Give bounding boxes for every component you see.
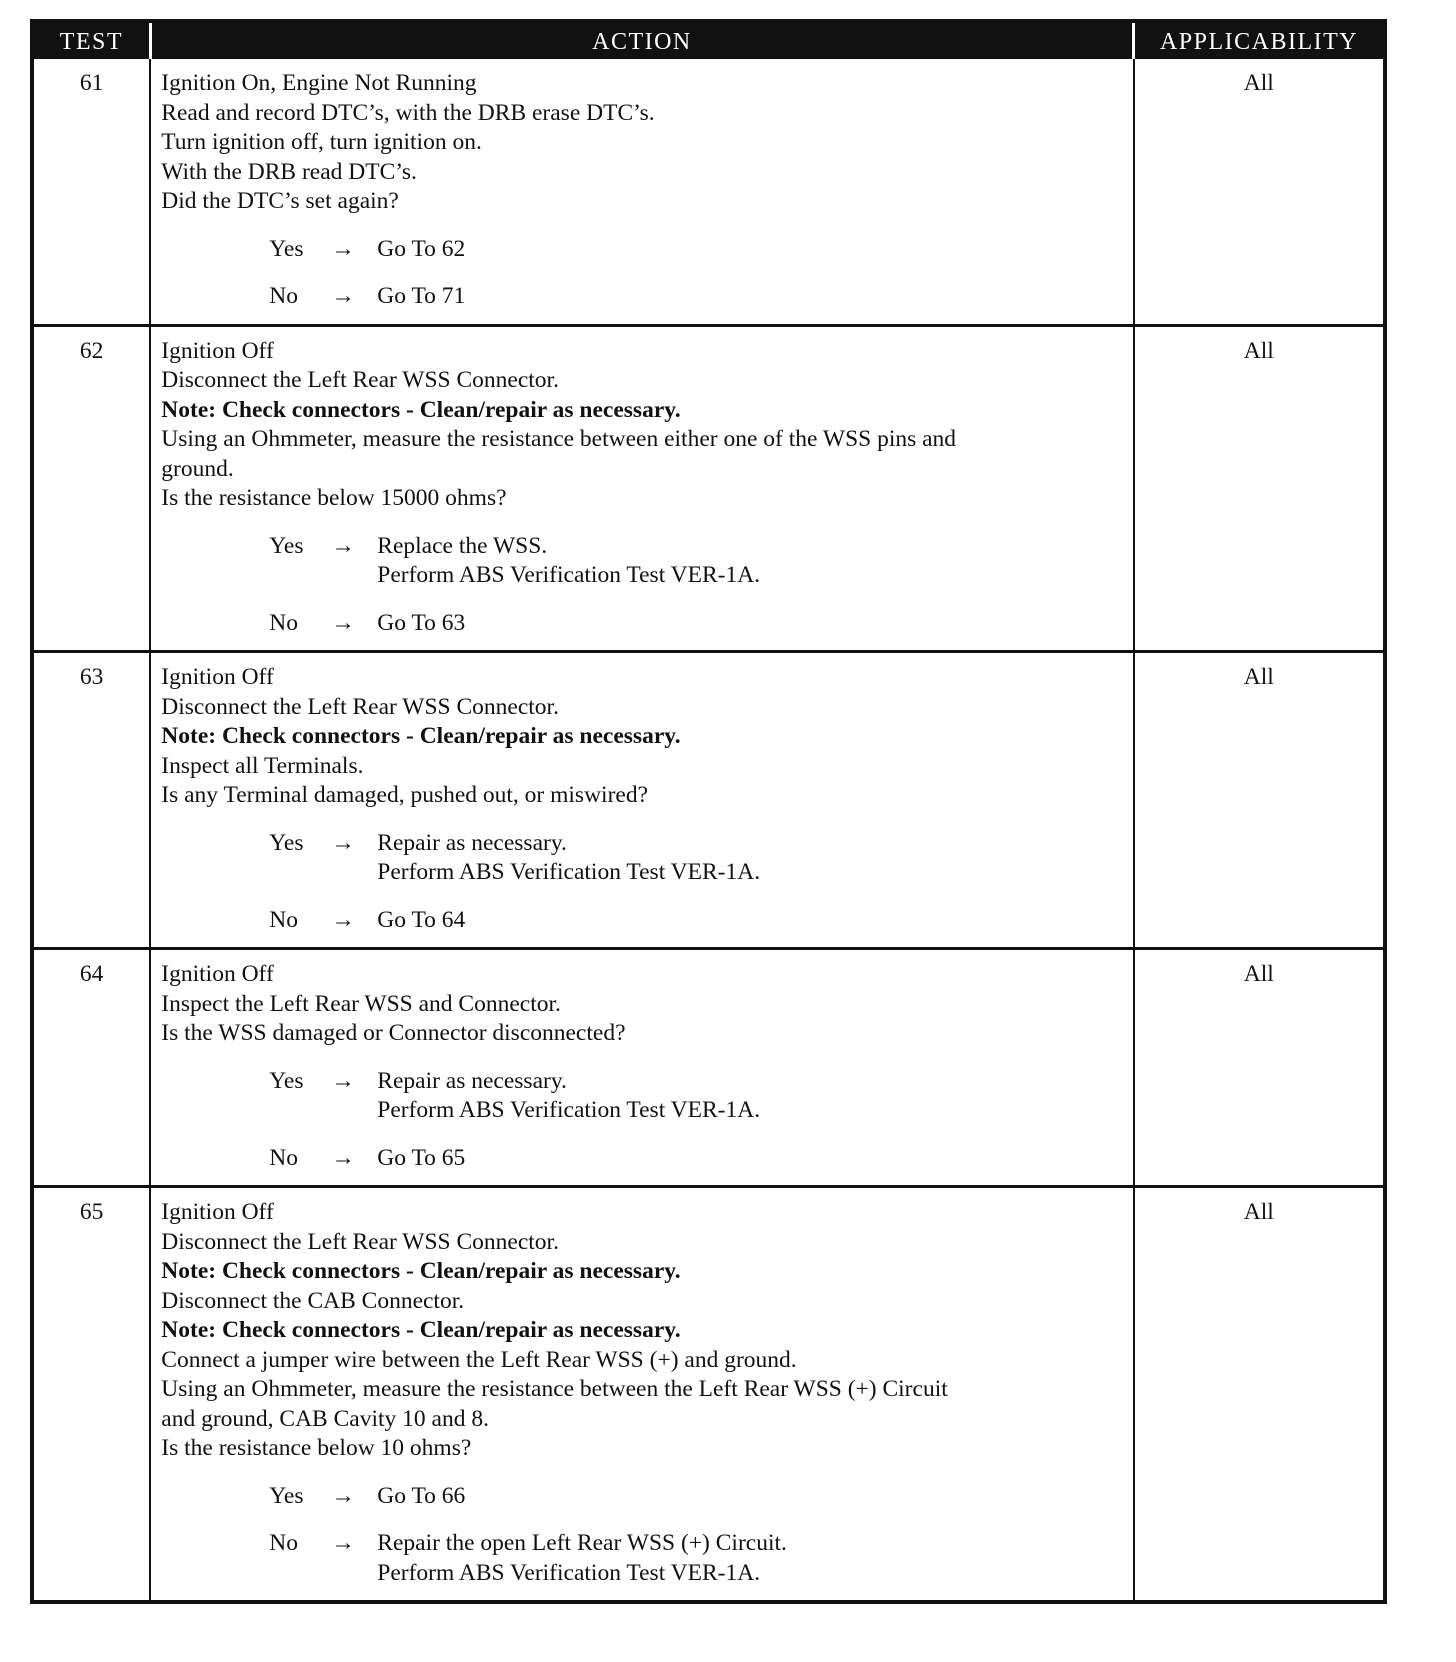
note-line: Note: Check connectors - Clean/repair as necessary. — [161, 1317, 681, 1343]
applicability-value: All — [1134, 325, 1385, 652]
action-line: Disconnect the Left Rear WSS Connector. — [161, 367, 559, 393]
result-line: Repair as necessary. — [377, 829, 567, 856]
action-line: Inspect all Terminals. — [161, 752, 364, 779]
applicability-value: All — [1134, 949, 1385, 1187]
outcome-answer: No — [269, 906, 299, 933]
outcome-result — [377, 282, 1126, 312]
action-line: Using an Ohmmeter, measure the resistance between the Left Rear WSS (+) Circuit — [161, 1376, 948, 1402]
applicability-value: All — [1134, 1187, 1385, 1603]
action-line: Ignition Off — [161, 337, 274, 364]
outcome-no — [269, 282, 1126, 312]
note-line: Note: Check connectors - Clean/repair as necessary. — [161, 723, 681, 749]
diagnostic-test-table — [30, 19, 1387, 1604]
result-line: Go To 71 — [377, 283, 466, 309]
table-row — [32, 652, 1385, 949]
arrow-right-icon: → — [331, 1530, 355, 1556]
note-line: Note: Check connectors - Clean/repair as necessary. — [161, 1258, 681, 1284]
outcome-answer: Yes — [269, 1067, 304, 1094]
outcome-yes — [269, 235, 1126, 265]
table-body — [32, 59, 1385, 1602]
action-line: Read and record DTC’s, with the DRB erase DTC’s. — [161, 99, 655, 126]
action-cell — [150, 325, 1133, 652]
outcome-result — [377, 235, 1126, 265]
outcome-answer: Yes — [269, 532, 304, 559]
outcome-result — [377, 1482, 1126, 1512]
action-line: Using an Ohmmeter, measure the resistance between either one of the WSS pins and — [161, 426, 957, 452]
outcome-answer: Yes — [269, 235, 304, 262]
table-header — [32, 21, 1385, 59]
result-line: Go To 63 — [377, 609, 466, 636]
action-cell — [150, 652, 1133, 949]
outcome-no — [269, 609, 1126, 639]
action-cell — [150, 1187, 1133, 1603]
header-applicability: APPLICABILITY — [1134, 21, 1385, 59]
diagnostic-procedure-page — [30, 19, 1387, 1604]
action-line: With the DRB read DTC’s. — [161, 158, 417, 185]
arrow-right-icon: → — [331, 283, 355, 309]
table-row — [32, 59, 1385, 325]
note-line: Note: Check connectors - Clean/repair as necessary. — [161, 396, 681, 423]
applicability-value: All — [1134, 59, 1385, 325]
action-line: and ground, CAB Cavity 10 and 8. — [161, 1405, 489, 1432]
result-line: Perform ABS Verification Test VER-1A. — [377, 562, 761, 588]
action-line: Did the DTC’s set again? — [161, 188, 399, 214]
action-line: Is the resistance below 10 ohms? — [161, 1435, 472, 1461]
test-number: 65 — [32, 1187, 150, 1603]
table-row — [32, 325, 1385, 652]
outcome-result — [377, 1529, 1126, 1588]
result-line: Perform ABS Verification Test VER-1A. — [377, 1559, 761, 1586]
action-line: Ignition Off — [161, 961, 274, 987]
result-line: Go To 64 — [377, 906, 466, 933]
action-line: Is the WSS damaged or Connector disconnected? — [161, 1020, 626, 1046]
outcome-answer: No — [269, 1530, 299, 1556]
outcome-result — [377, 829, 1126, 888]
header-action: ACTION — [150, 21, 1133, 59]
action-line: Disconnect the Left Rear WSS Connector. — [161, 693, 559, 720]
action-line: Ignition Off — [161, 1199, 274, 1225]
outcome-yes — [269, 1067, 1126, 1126]
table-row — [32, 1187, 1385, 1603]
action-line: Disconnect the Left Rear WSS Connector. — [161, 1228, 559, 1255]
table-row — [32, 949, 1385, 1187]
action-line: Disconnect the CAB Connector. — [161, 1287, 465, 1314]
action-line: Turn ignition off, turn ignition on. — [161, 129, 482, 155]
outcome-answer: Yes — [269, 1482, 304, 1509]
action-line: Ignition On, Engine Not Running — [161, 70, 477, 96]
result-line: Repair the open Left Rear WSS (+) Circuit. — [377, 1530, 787, 1556]
outcome-no — [269, 906, 1126, 936]
arrow-right-icon: → — [331, 1144, 355, 1171]
action-line: Ignition Off — [161, 664, 274, 690]
outcome-result — [377, 906, 1126, 936]
arrow-right-icon: → — [331, 235, 355, 262]
arrow-right-icon: → — [331, 1482, 355, 1509]
header-test: TEST — [32, 21, 150, 59]
arrow-right-icon: → — [331, 829, 355, 856]
applicability-value: All — [1134, 652, 1385, 949]
arrow-right-icon: → — [331, 609, 355, 636]
outcome-no — [269, 1144, 1126, 1174]
action-line: Inspect the Left Rear WSS and Connector. — [161, 990, 561, 1017]
outcome-no — [269, 1529, 1126, 1588]
result-line: Repair as necessary. — [377, 1067, 567, 1094]
outcome-result — [377, 1144, 1126, 1174]
test-number: 64 — [32, 949, 150, 1187]
outcome-result — [377, 1067, 1126, 1126]
action-line: Connect a jumper wire between the Left Rear WSS (+) and ground. — [161, 1346, 797, 1373]
action-line: Is any Terminal damaged, pushed out, or miswired? — [161, 782, 649, 808]
outcome-yes — [269, 532, 1126, 591]
result-line: Perform ABS Verification Test VER-1A. — [377, 859, 761, 885]
action-line: ground. — [161, 455, 234, 482]
outcome-answer: No — [269, 283, 299, 309]
test-number: 63 — [32, 652, 150, 949]
result-line: Replace the WSS. — [377, 532, 548, 559]
outcome-result — [377, 532, 1126, 591]
arrow-right-icon: → — [331, 532, 355, 559]
result-line: Go To 62 — [377, 235, 466, 262]
outcome-answer: No — [269, 1144, 299, 1171]
result-line: Perform ABS Verification Test VER-1A. — [377, 1097, 761, 1123]
outcome-yes — [269, 1482, 1126, 1512]
test-number: 62 — [32, 325, 150, 652]
action-line: Is the resistance below 15000 ohms? — [161, 485, 507, 511]
outcome-answer: Yes — [269, 829, 304, 856]
outcome-result — [377, 609, 1126, 639]
arrow-right-icon: → — [331, 1067, 355, 1094]
result-line: Go To 65 — [377, 1144, 466, 1171]
arrow-right-icon: → — [331, 906, 355, 933]
outcome-yes — [269, 829, 1126, 888]
test-number: 61 — [79, 70, 104, 96]
result-line: Go To 66 — [377, 1482, 466, 1509]
outcome-answer: No — [269, 609, 299, 636]
action-cell — [150, 59, 1133, 325]
action-cell — [150, 949, 1133, 1187]
